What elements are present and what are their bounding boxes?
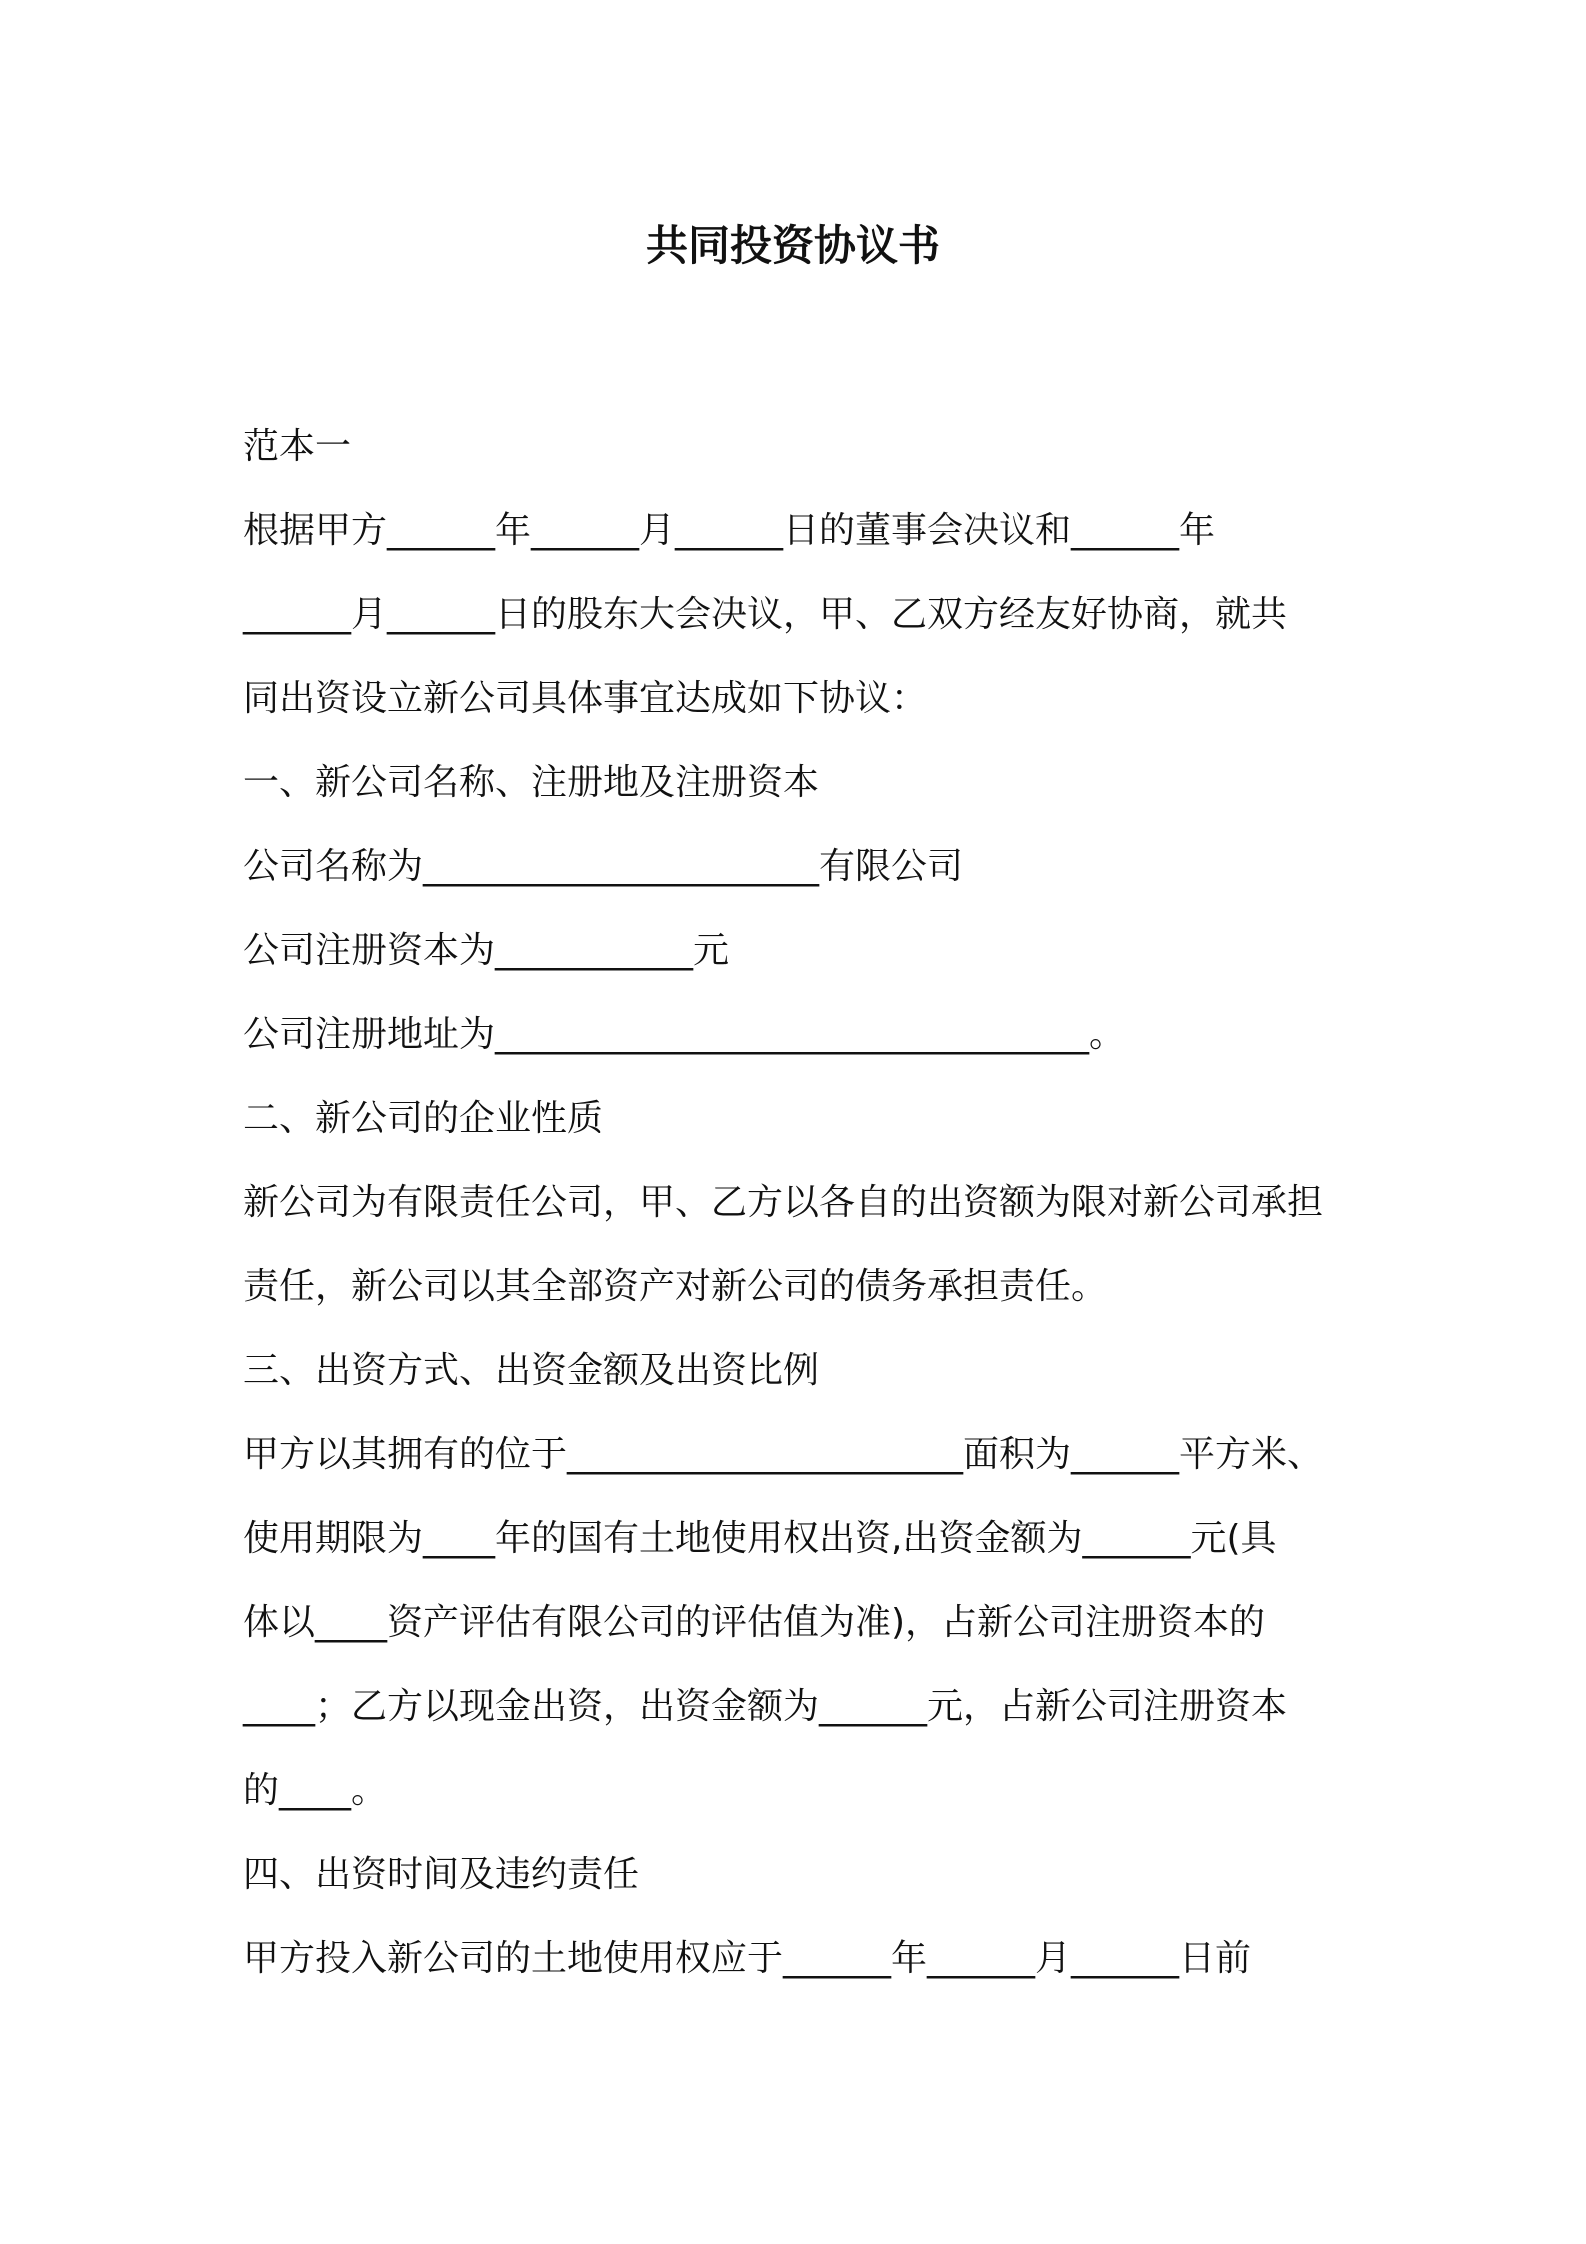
section-heading-2: 二、新公司的企业性质 <box>243 1098 604 1139</box>
document-body <box>243 405 1543 2001</box>
section-heading-4: 四、出资时间及违约责任 <box>243 1854 640 1895</box>
body-line: ____；乙方以现金出资，出资金额为______元，占新公司注册资本 <box>243 1686 1288 1727</box>
body-line: 甲方以其拥有的位于______________________面积为______平方米、 <box>243 1434 1324 1475</box>
document-title: 共同投资协议书 <box>645 221 940 270</box>
body-line: 甲方投入新公司的土地使用权应于______年______月______日前 <box>243 1938 1252 1979</box>
registered-capital-line: 公司注册资本为___________元 <box>243 930 730 971</box>
registered-address-line: 公司注册地址为_________________________________。 <box>243 1014 1126 1055</box>
body-line: 根据甲方______年______月______日的董事会决议和______年 <box>243 510 1216 551</box>
body-line: 同出资设立新公司具体事宜达成如下协议： <box>243 678 928 719</box>
body-line: 新公司为有限责任公司，甲、乙方以各自的出资额为限对新公司承担 <box>243 1182 1324 1223</box>
company-name-line: 公司名称为______________________有限公司 <box>243 846 964 887</box>
sample-label: 范本一 <box>243 426 352 467</box>
body-line: 使用期限为____年的国有土地使用权出资,出资金额为______元(具 <box>243 1518 1277 1559</box>
body-line: 体以____资产评估有限公司的评估值为准)，占新公司注册资本的 <box>243 1602 1266 1643</box>
body-line: 的____。 <box>243 1770 388 1811</box>
body-line: ______月______日的股东大会决议，甲、乙双方经友好协商，就共 <box>243 594 1288 635</box>
section-heading-3: 三、出资方式、出资金额及出资比例 <box>243 1350 820 1391</box>
section-heading-1: 一、新公司名称、注册地及注册资本 <box>243 762 820 803</box>
body-line: 责任，新公司以其全部资产对新公司的债务承担责任。 <box>243 1266 1108 1307</box>
